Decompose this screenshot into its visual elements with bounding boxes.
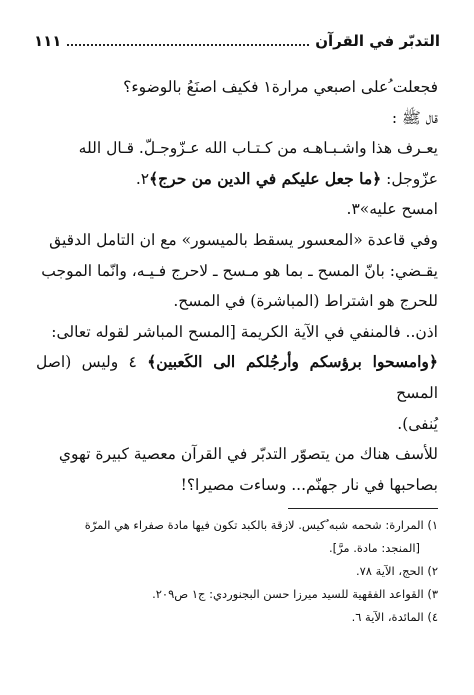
text-span: ٤ وليس (اصل المسح	[36, 353, 438, 402]
text-line	[36, 347, 438, 408]
text-line: يعـرف هذا واشـبـاهـه من كـتـاب الله عـزّوجـلّ. قـال الله	[78, 139, 438, 158]
footnote-separator	[288, 508, 438, 509]
header-dot-leader	[67, 44, 309, 46]
text-line: يُنفى).	[397, 414, 438, 433]
text-line: للحرج هو اشتراط (المباشرة) في المسح.	[173, 292, 438, 311]
text-line: يقـضي: بانّ المسح ـ بما هو مـسح ـ لاحرج فـيـه، وانّما الموجب	[41, 261, 438, 280]
footnote-continuation: [المنجد: مادة. مرَّ].	[328, 541, 420, 555]
text-line: للأسف هناك من يتصوّر التدبّر في القرآن معصية كبيرة تهوي	[58, 445, 438, 464]
text-line: فجعلت ُعلى اصبعي مرارة١ فكيف اصنَعُ بالوضوء؟	[123, 78, 438, 96]
text-line: قال ﷺ :	[391, 108, 438, 127]
footnotes	[36, 514, 438, 629]
text-line: وفي قاعدة «المعسور يسقط بالميسور» مع ان التامل الدقيق	[49, 230, 438, 249]
text-line: اذن.. فالمنفي في الآية الكريمة [المسح المباشر لقوله تعالى:	[51, 322, 438, 341]
footnote: ٣) القواعد الفقهية للسيد ميرزا حسن البجنوردي: ج١ ص٢٠٩.	[152, 587, 438, 601]
text-line: امسح عليه»٣.	[346, 200, 438, 219]
page-number: ١١١	[34, 32, 62, 50]
footnote: ٢) الحج، الآية ٧٨.	[355, 564, 438, 578]
footnote: ١) المرارة: شحمه شبه ُكيس. لازقة بالكبد تكون فيها مادة صفراء هي المرّة	[84, 518, 438, 532]
running-title: التدبّر في القرآن	[315, 32, 440, 50]
footnote: ٤) المائدة، الآية ٦.	[351, 610, 438, 624]
running-header	[34, 28, 440, 54]
text-span: عزّوجل:	[386, 169, 438, 188]
text-line: بصاحبها في نار جهنّم... وساءت مصيرا؟!	[180, 475, 438, 494]
text-line	[36, 164, 438, 195]
quran-quote: ﴿ما جعل عليكم في الدين من حرج﴾	[149, 168, 382, 188]
footnote-ref: ٢.	[135, 169, 150, 188]
main-text	[36, 72, 438, 500]
quran-quote: ﴿وامسحوا برؤسكم وأرجُلكم الى الكَعبين﴾	[147, 352, 438, 372]
